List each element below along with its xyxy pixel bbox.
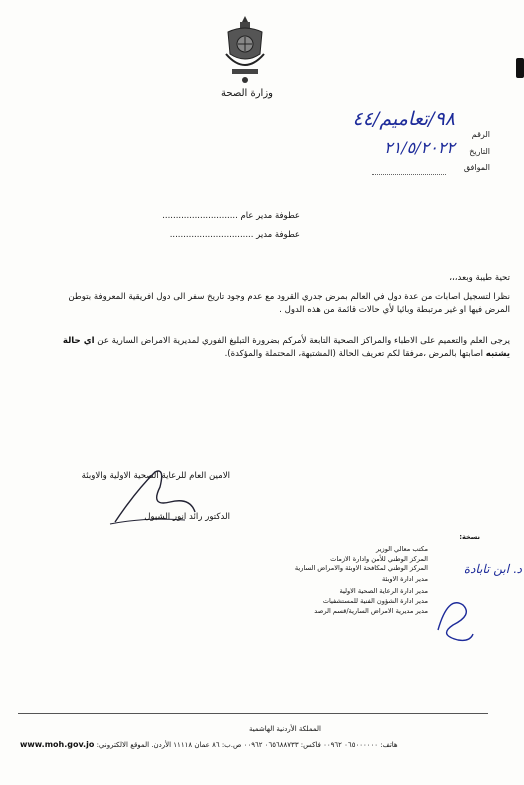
paragraph-2-part-a: يرجى العلم والتعميم على الاطباء والمراكز الصحية التابعة لأمركم بضرورة التبليغ الفوري لمديرية الامراض السارية عن [94, 336, 510, 346]
date-underline [372, 174, 446, 175]
ref-number-handwritten: ٩٨/تعاميم/٤٤ [352, 108, 455, 130]
cc-item: مدير ادارة الشؤون الفنية للمستشفيات [322, 596, 428, 605]
ref-label: الرقم [471, 130, 490, 139]
cc-item: مدير ادارة الرعاية الصحية الاولية [339, 587, 428, 596]
cc-item: مكتب معالي الوزير [376, 545, 428, 553]
cc-list [270, 545, 428, 616]
cc-handwritten-note: د. ابن تابادة [463, 562, 522, 576]
ministry-name: وزارة الصحة [221, 88, 273, 99]
paragraph-1: نظرا لتسجيل اصابات من عدة دول في العالم بمرض جدري القرود مع عدم وجود تاريخ سفر الى دول افريقية المعروفة بتوطن المرض فيها او غير مرتبطة وبائيا لأي حالات قائمة من هذه الدول . [68, 292, 510, 315]
cc-item: المركز الوطني لمكافحة الاوبئة والامراض السارية [294, 564, 428, 573]
greeting: تحية طيبة وبعد،،، [449, 273, 510, 283]
signatory-title: الامين العام للرعاية الصحية الاولية والاوبئة [81, 471, 230, 481]
cc-item: مدير مديرية الامراض السارية/قسم الرصد [314, 606, 428, 615]
cc-item: المركز الوطني للأمن وادارة الازمات [330, 554, 428, 563]
footer-contact: هاتف: ٠٦٥٠٠٠٠٠٠ ٠٠٩٦٢ فاكس: ٠٦٥٦٨٨٧٣٣ ٠٠٩٦٢ ص.ب: ٨٦ عمان ١١١١٨ الأردن. الموقع الالكتروني: [96, 741, 398, 749]
paragraph-2-emphasis: اي حالة يشتبه [62, 336, 510, 359]
cc-label: نسخة: [459, 533, 480, 541]
paragraph-2-part-c: اصابتها بالمرض ،مرفقا لكم تعريف الحالة (المشتبهة، المحتملة والمؤكدة). [224, 349, 486, 359]
corresponding-label: الموافق [463, 163, 490, 172]
jordan-coat-of-arms-icon [222, 14, 268, 86]
addressee-line-2: عطوفة مدير ............................... [169, 230, 300, 240]
paragraph-2 [42, 335, 510, 361]
margin-scribble [428, 590, 478, 650]
page-edge-mark [516, 58, 524, 78]
footer-country: المملكة الأردنية الهاشمية [248, 725, 322, 733]
footer-website-link[interactable]: www.moh.gov.jo [20, 740, 95, 749]
footer-contact-line [20, 740, 506, 749]
signatory-name: الدكتور رائد انور الشبول [144, 512, 230, 522]
addressee-line-1: عطوفة مدير عام ............................ [162, 211, 300, 221]
cc-item: مدير ادارة الاوبئة [381, 574, 428, 583]
date-label: التاريخ [469, 147, 490, 156]
date-handwritten: ٢١/٥/٢٠٢٢ [384, 138, 455, 157]
footer-divider [18, 713, 488, 714]
